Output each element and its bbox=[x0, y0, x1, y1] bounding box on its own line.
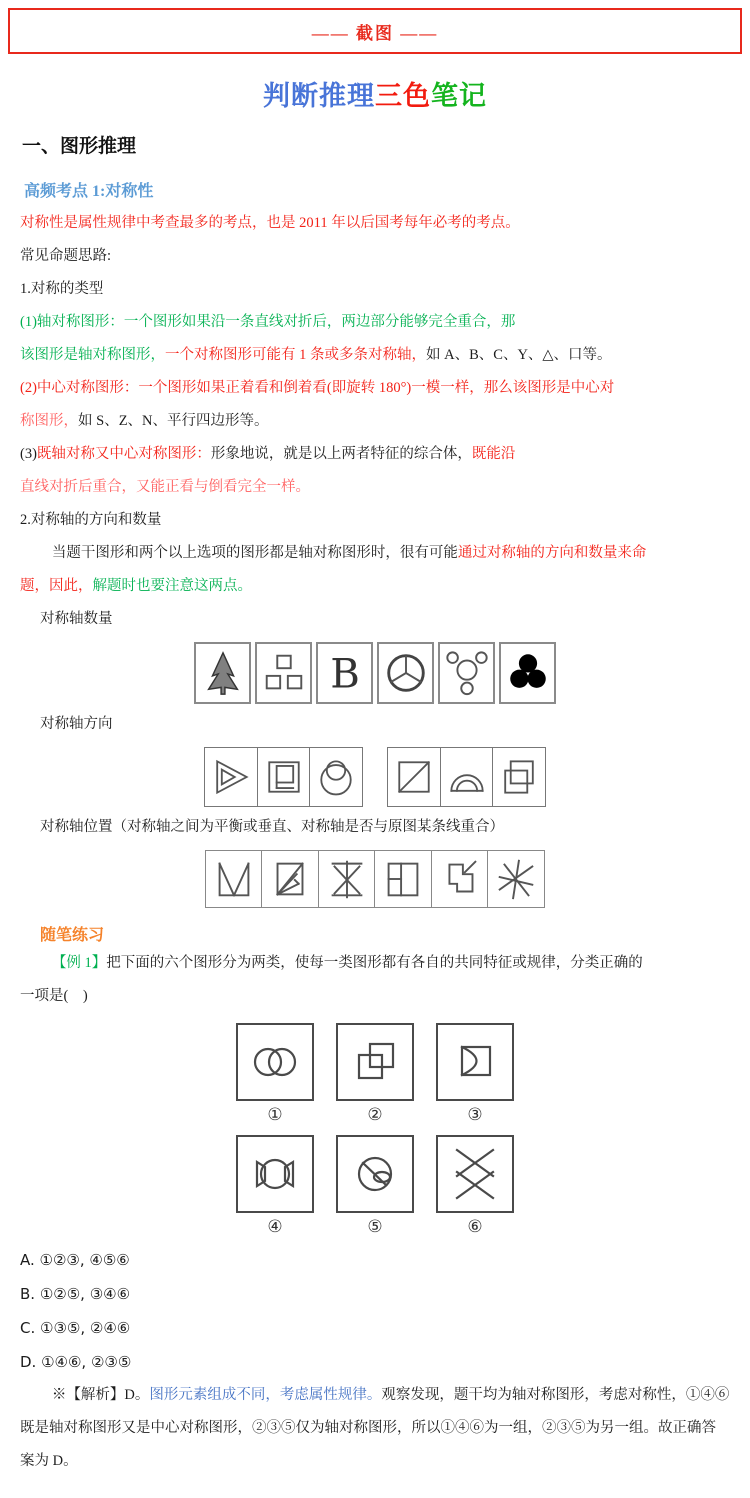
option-c: C. ①③⑤, ②④⑥ bbox=[20, 1319, 131, 1337]
letter-b-glyph: B bbox=[329, 650, 360, 698]
intro-red-text: 对称性是属性规律中考查最多的考点，也是 2011 年以后国考每年必考的考点。 bbox=[20, 215, 520, 231]
title-part-blue: 判断推理 bbox=[263, 81, 375, 111]
example-figure-1 bbox=[236, 1023, 314, 1125]
x-with-vertical-line-icon bbox=[318, 850, 376, 908]
tip-line2 bbox=[0, 570, 750, 603]
axial-black-text: 如 A、B、C、Y、△、口等。 bbox=[426, 347, 612, 363]
title-part-red: 三色 bbox=[375, 81, 431, 111]
example-figure-3 bbox=[436, 1023, 514, 1125]
axis-direction-figure-row bbox=[0, 747, 750, 807]
intro-paragraph bbox=[0, 207, 750, 240]
section-heading: 一、图形推理 bbox=[22, 136, 137, 157]
black-clover-icon bbox=[499, 642, 556, 704]
document-page bbox=[0, 8, 750, 1498]
type-label: 1.对称的类型 bbox=[20, 281, 104, 297]
both-red-tail: 既能沿 bbox=[471, 446, 516, 462]
figure-number-1: ① bbox=[267, 1105, 283, 1125]
l-polygon-with-diagonal-icon bbox=[431, 850, 489, 908]
both-red-title: 既轴对称又中心对称图形： bbox=[36, 446, 211, 462]
rect-with-fan-diagonals-icon bbox=[261, 850, 319, 908]
axial-red-text: 一个对称图形可能有 1 条或多条对称轴， bbox=[165, 347, 426, 363]
example-figure-grid bbox=[0, 1023, 750, 1237]
w-in-open-square-icon bbox=[205, 850, 263, 908]
option-d: D. ①④⑥, ②③⑤ bbox=[20, 1353, 132, 1371]
circle-with-side-trapezoids-icon bbox=[236, 1135, 314, 1213]
example-question-line1 bbox=[0, 947, 750, 980]
figure-number-3: ③ bbox=[467, 1105, 483, 1125]
screenshot-banner bbox=[8, 8, 742, 54]
example-figure-5 bbox=[336, 1135, 414, 1237]
axis-count-figure-row bbox=[0, 642, 750, 704]
axis-direction-row-label: 对称轴方向 bbox=[40, 716, 113, 732]
pin-character-icon bbox=[255, 642, 312, 704]
example-figure-row-2 bbox=[236, 1135, 514, 1237]
central-red-text: (2)中心对称图形：一个图形如果正着看和倒着看(即旋转 180°)一模一样，那么该图形是中心对 bbox=[20, 380, 615, 396]
central-symmetry-line2 bbox=[0, 405, 750, 438]
option-a: A. ①②③, ④⑤⑥ bbox=[20, 1251, 130, 1269]
example-question-line2: 一项是( ) bbox=[20, 988, 88, 1004]
tri-spoke-wheel-icon bbox=[377, 642, 434, 704]
topic-heading: 高频考点 1:对称性 bbox=[24, 183, 154, 200]
figure-number-5: ⑤ bbox=[367, 1217, 383, 1237]
explanation-paragraph bbox=[0, 1379, 750, 1478]
axial-green-text: (1)轴对称图形：一个图形如果沿一条直线对折后，两边部分能够完全重合，那 bbox=[20, 314, 516, 330]
nested-right-triangles-icon bbox=[204, 747, 258, 807]
overlapping-squares-icon bbox=[336, 1023, 414, 1101]
explanation-blue-text: 图形元素组成不同，考虑属性规律。 bbox=[149, 1387, 382, 1403]
tip-red-text: 通过对称轴的方向和数量来命 bbox=[457, 545, 647, 561]
banner-label: —— 截图 —— bbox=[311, 23, 439, 43]
example-question-text: 把下面的六个图形分为两类，使每一类图形都有各自的共同特征或规律，分类正确的 bbox=[106, 955, 643, 971]
letter-b-icon bbox=[316, 642, 373, 704]
divided-square-icon bbox=[374, 850, 432, 908]
example-figure-2 bbox=[336, 1023, 414, 1125]
central-lightred-text: 称图形， bbox=[20, 413, 78, 429]
axis-position-row-label: 对称轴位置（对称轴之间为平衡或垂直、对称轴是否与原图某条线重合） bbox=[40, 819, 504, 835]
page-title bbox=[0, 74, 750, 113]
tip-green-text: 解题时也要注意这两点。 bbox=[92, 578, 252, 594]
both-symmetry-line1 bbox=[0, 438, 750, 471]
tip-black-text: 当题干图形和两个以上选项的图形都是轴对称图形时，很有可能 bbox=[51, 545, 458, 561]
axial-symmetry-line1 bbox=[0, 306, 750, 339]
explanation-black-text: 观察发现，题干均为轴对称图形，考虑对称性，①④⑥既是轴对称图形又是中心对称图形，②③⑤仅为轴对称图形，所以①④⑥为一组，②③⑤为另一组。故正确答案为 D。 bbox=[20, 1387, 730, 1469]
example-figure-4 bbox=[236, 1135, 314, 1237]
overlapping-circles-icon bbox=[309, 747, 363, 807]
example-figure-row-1 bbox=[236, 1023, 514, 1125]
figure-number-6: ⑥ bbox=[467, 1217, 483, 1237]
tip-red-text2: 题，因此， bbox=[20, 578, 93, 594]
double-arch-icon bbox=[440, 747, 494, 807]
practice-heading: 随笔练习 bbox=[40, 927, 105, 944]
both-black-text: 形象地说，就是以上两者特征的综合体， bbox=[210, 446, 472, 462]
central-symmetry-line1 bbox=[0, 372, 750, 405]
both-lightred-text: 直线对折后重合，又能正看与倒看完全一样。 bbox=[20, 479, 310, 495]
both-symmetry-line2 bbox=[0, 471, 750, 504]
axial-symmetry-line2 bbox=[0, 339, 750, 372]
axis-direction-count-label: 2.对称轴的方向和数量 bbox=[20, 512, 162, 528]
pine-tree-icon bbox=[194, 642, 251, 704]
thinking-label: 常见命题思路: bbox=[20, 248, 112, 264]
axial-green-text2: 该图形是轴对称图形， bbox=[20, 347, 165, 363]
crossing-lines-star-icon bbox=[487, 850, 545, 908]
both-number: (3) bbox=[20, 446, 37, 462]
double-x-lattice-icon bbox=[436, 1135, 514, 1213]
option-b: B. ①②⑤, ③④⑥ bbox=[20, 1285, 131, 1303]
square-with-arc-icon bbox=[436, 1023, 514, 1101]
overlapping-squares-icon bbox=[492, 747, 546, 807]
central-black-text: 如 S、Z、N、平行四边形等。 bbox=[78, 413, 269, 429]
axis-count-row-label: 对称轴数量 bbox=[40, 611, 113, 627]
figure-number-2: ② bbox=[367, 1105, 383, 1125]
four-circles-icon bbox=[438, 642, 495, 704]
circle-with-line-and-ellipse-icon bbox=[336, 1135, 414, 1213]
square-with-diagonal-icon bbox=[387, 747, 441, 807]
example-label: 【例 1】 bbox=[51, 955, 107, 971]
example-figure-6 bbox=[436, 1135, 514, 1237]
title-part-green: 笔记 bbox=[431, 81, 487, 111]
explanation-answer: ※【解析】D。 bbox=[51, 1387, 150, 1403]
overlapping-circles-icon bbox=[236, 1023, 314, 1101]
figure-number-4: ④ bbox=[267, 1217, 283, 1237]
axis-position-figure-row bbox=[0, 850, 750, 908]
nested-squares-icon bbox=[257, 747, 311, 807]
tip-line1 bbox=[0, 537, 750, 570]
